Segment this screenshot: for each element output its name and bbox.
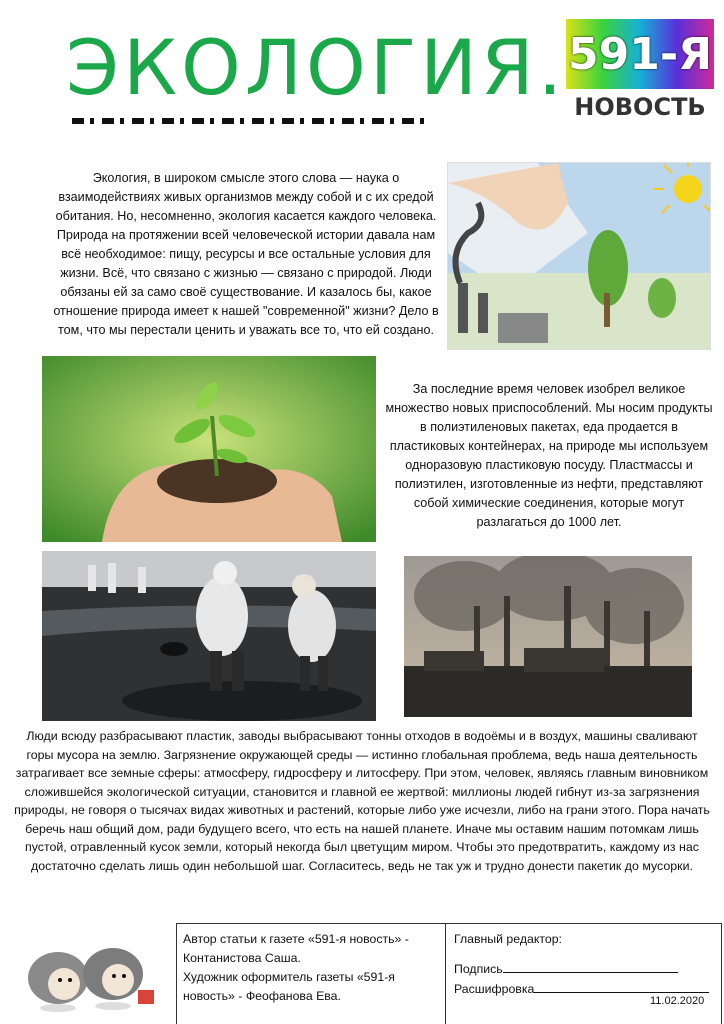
footer-divider [445,923,446,1024]
article-paragraph-3: Люди всюду разбрасывают пластик, заводы выбрасывают тонны отходов в водоёмы и в воздух, машины сваливают горы мусора на землю. Загрязнение окружающей среды — истинно глобальная проблема, ведь наша деятельность затрагивает все земные сферы: атмосферу, гидросферу и литосферу. При этом, человек, являясь главным виновником сложившейся экологической ситуации, становится и главной ее жертвой: миллионы людей гибнут из-за загрязнения природы, не говоря о тысячах видах животных и растений, которые либо уже исчезли, либо на грани этого. Пора начать беречь наш общий дом, ради будущего всего, что есть на нашей планете. Иначе мы оставим нашим потомкам лишь пустой, отравленный кусок земли, который некогда был цветущим миром. Чтобы это предотвратить, каждому из нас достаточно сделать лишь один небольшой шаг. Согласитесь, ведь не так уж и трудно донести пакетик до мусорки. [14,729,710,873]
hands-sprout-image [42,356,376,542]
decoding-line [534,980,709,993]
signature-row [454,960,678,976]
author-line-2: Художник оформитель газеты «591-я новость» - Феофанова Ева. [183,970,395,1003]
title-underline [72,118,432,124]
signature-line [503,960,678,973]
drawing-image [447,162,711,350]
signature-label: Подпись [454,962,503,976]
article-paragraph-2: За последние время человек изобрел великое множество новых приспособлений. Мы носим продукты в полиэтиленовых пакетах, еда продается в пластиковых контейнерах, на природе мы используем одноразовую пластиковую посуду. Пластмассы и полиэтилен, изготовленные из нефти, представляют собой химические соединения, которые могут разлагаться до 1000 лет. [385,382,713,529]
decoding-row [454,980,709,996]
issue-date: 11.02.2020 [650,995,705,1007]
editor-label: Главный редактор: [454,932,562,946]
decoding-label: Расшифровка [454,982,535,996]
hedgehogs-illustration [18,928,168,1018]
oil-cleanup-image [42,551,376,721]
author-line-1: Автор статьи к газете «591-я новость» - Контанистова Саша. [183,932,409,965]
logo-word: НОВОСТЬ [574,93,706,121]
factory-smoke-image [404,556,692,717]
page-title: ЭКОЛОГИЯ. [66,23,566,112]
article-paragraph-1: Экология, в широком смысле этого слова — наука о взаимодействиях живых организмов между собой и с их средой обитания. Но, несомненно, экология касается каждого человека. Природа на протяжении всей человеческой истории давала нам всё необходимое: пищу, ресурсы и все остальные условия для жизни. Всё, что связано с жизнью — связано с природой. Люди обязаны ей за само своё существование. И казалось бы, какое отношение природа имеет к нашей "современной" жизни? Дело в том, что мы перестали ценить и уважать все то, что ей создано. [53,171,439,337]
logo-number: 591-Я [568,28,712,80]
author-info [183,930,441,1006]
newspaper-logo [566,19,714,123]
logo-number-block [566,19,714,89]
